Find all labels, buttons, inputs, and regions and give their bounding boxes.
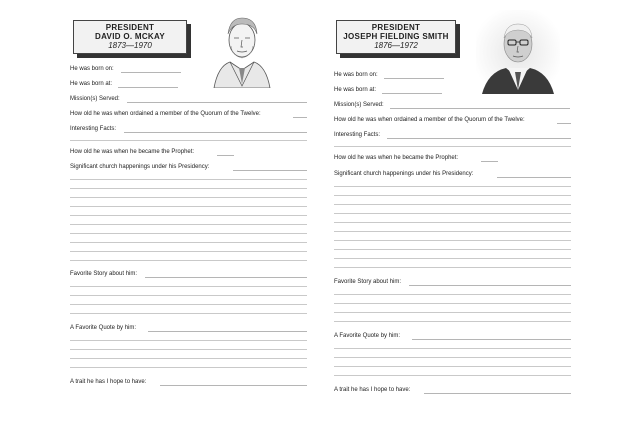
left-trait-field[interactable]: [160, 385, 307, 386]
right-writing-line[interactable]: [334, 321, 571, 322]
left-writing-line[interactable]: [70, 179, 307, 180]
right-writing-line[interactable]: [334, 348, 571, 349]
right-portrait-photo: [476, 10, 560, 94]
left-years: 1873—1970: [108, 41, 152, 50]
right-happenings-label: Significant church happenings under his Presidency:: [334, 171, 474, 177]
left-ordained-label: How old he was when ordained a member of the Quorum of the Twelve:: [70, 111, 261, 117]
right-writing-line[interactable]: [334, 204, 571, 205]
left-writing-line[interactable]: [70, 286, 307, 287]
left-born-at-label: He was born at:: [70, 81, 113, 87]
left-writing-line[interactable]: [70, 367, 307, 368]
right-facts-field[interactable]: [387, 138, 571, 139]
right-story-field[interactable]: [409, 285, 571, 286]
left-writing-line[interactable]: [70, 224, 307, 225]
left-president-name: DAVID O. MCKAY: [95, 32, 165, 41]
right-years: 1876—1972: [374, 41, 418, 50]
right-missions-label: Mission(s) Served:: [334, 102, 384, 108]
right-writing-line[interactable]: [334, 249, 571, 250]
right-writing-line[interactable]: [334, 366, 571, 367]
right-writing-line[interactable]: [334, 186, 571, 187]
left-trait-label: A trait he has I hope to have:: [70, 379, 147, 385]
left-quote-field[interactable]: [148, 331, 307, 332]
right-quote-field[interactable]: [412, 339, 571, 340]
left-missions-label: Mission(s) Served:: [70, 96, 120, 102]
left-writing-line[interactable]: [70, 340, 307, 341]
right-writing-line[interactable]: [334, 213, 571, 214]
left-writing-line[interactable]: [70, 233, 307, 234]
right-writing-line[interactable]: [334, 294, 571, 295]
right-writing-line[interactable]: [334, 240, 571, 241]
right-prophet-field[interactable]: [481, 161, 498, 162]
left-born-on-label: He was born on:: [70, 66, 114, 72]
left-writing-line[interactable]: [70, 304, 307, 305]
left-title-line1: PRESIDENT: [105, 23, 155, 32]
left-writing-line[interactable]: [70, 188, 307, 189]
left-writing-line[interactable]: [70, 242, 307, 243]
left-writing-line[interactable]: [70, 215, 307, 216]
right-writing-line[interactable]: [334, 357, 571, 358]
right-facts-label: Interesting Facts:: [334, 132, 381, 138]
left-happenings-field[interactable]: [233, 170, 307, 171]
right-prophet-label: How old he was when he became the Prophet:: [334, 155, 459, 161]
right-quote-label: A Favorite Quote by him:: [334, 333, 401, 339]
right-story-label: Favorite Story about him:: [334, 279, 402, 285]
right-title-box: [336, 20, 456, 54]
right-ordained-label: How old he was when ordained a member of the Quorum of the Twelve:: [334, 117, 525, 123]
left-happenings-label: Significant church happenings under his Presidency:: [70, 164, 210, 170]
left-writing-line[interactable]: [70, 358, 307, 359]
right-facts-line[interactable]: [334, 146, 571, 147]
right-writing-line[interactable]: [334, 222, 571, 223]
right-writing-line[interactable]: [334, 312, 571, 313]
right-writing-line[interactable]: [334, 375, 571, 376]
right-trait-label: A trait he has I hope to have:: [334, 387, 411, 393]
left-facts-label: Interesting Facts:: [70, 126, 117, 132]
left-ordained-field[interactable]: [293, 117, 307, 118]
right-president-name: JOSEPH FIELDING SMITH: [343, 32, 449, 41]
right-writing-line[interactable]: [334, 258, 571, 259]
right-born-on-field[interactable]: [384, 78, 444, 79]
left-born-on-field[interactable]: [121, 72, 181, 73]
right-born-on-label: He was born on:: [334, 72, 378, 78]
left-writing-line[interactable]: [70, 260, 307, 261]
left-writing-line[interactable]: [70, 251, 307, 252]
right-title-line1: PRESIDENT: [371, 23, 421, 32]
left-writing-line[interactable]: [70, 295, 307, 296]
right-writing-line[interactable]: [334, 231, 571, 232]
left-prophet-label: How old he was when he became the Prophet:: [70, 149, 195, 155]
right-born-at-label: He was born at:: [334, 87, 377, 93]
left-writing-line[interactable]: [70, 206, 307, 207]
left-story-label: Favorite Story about him:: [70, 271, 138, 277]
left-story-field[interactable]: [145, 277, 307, 278]
right-writing-line[interactable]: [334, 267, 571, 268]
right-born-at-field[interactable]: [382, 93, 442, 94]
left-quote-label: A Favorite Quote by him:: [70, 325, 137, 331]
left-missions-field[interactable]: [127, 102, 307, 103]
left-facts-field[interactable]: [124, 132, 307, 133]
left-facts-line[interactable]: [70, 140, 307, 141]
left-writing-line[interactable]: [70, 313, 307, 314]
left-writing-line[interactable]: [70, 197, 307, 198]
left-born-at-field[interactable]: [118, 87, 178, 88]
right-happenings-field[interactable]: [497, 177, 571, 178]
left-prophet-field[interactable]: [217, 155, 234, 156]
right-writing-line[interactable]: [334, 195, 571, 196]
left-writing-line[interactable]: [70, 349, 307, 350]
left-title-box: [73, 20, 187, 54]
right-missions-field[interactable]: [390, 108, 570, 109]
left-portrait-sketch: [212, 12, 272, 88]
right-trait-field[interactable]: [424, 393, 571, 394]
right-ordained-field[interactable]: [557, 123, 571, 124]
right-writing-line[interactable]: [334, 303, 571, 304]
